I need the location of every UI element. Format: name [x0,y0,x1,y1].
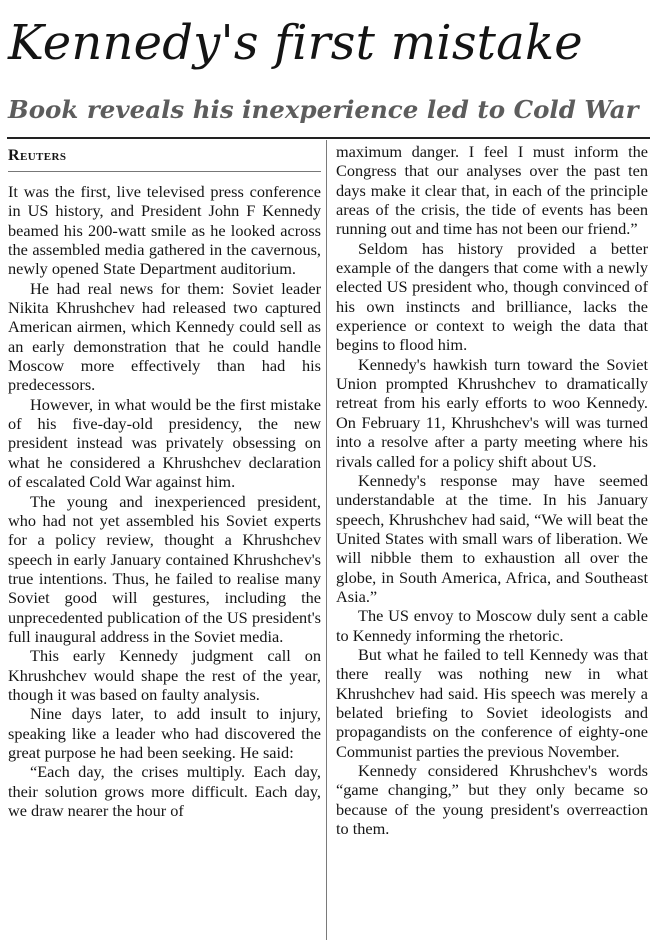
paragraph: It was the first, live televised press conference in US history, and President John F Kennedy beamed his 200-watt smile as he looked across the assembled media gathered in the cavernous, newly opened State Department auditorium. [8,182,321,279]
paragraph: Kennedy considered Khrushchev's words “game changing,” but they only became so because of the young president's overreaction to them. [336,761,648,839]
column-divider [326,140,327,940]
byline: Reuters [8,147,67,164]
left-column [8,142,321,820]
headline-rule [7,137,650,139]
right-column [336,142,648,838]
subheadline: Book reveals his inexperience led to Cold War [8,95,639,124]
paragraph: The young and inexperienced president, who had not yet assembled his Soviet experts for a policy review, thought a Khrushchev speech in early January contained Khrushchev's true intentions. Thus, he failed to realise many Soviet good will gestures, including the unprecedented publication of the US president's full inaugural address in the Soviet media. [8,491,321,646]
paragraph: The US envoy to Moscow duly sent a cable to Kennedy informing the rhetoric. [336,606,648,645]
paragraph: Seldom has history provided a better example of the dangers that come with a newly elected US president who, though convinced of his own instincts and brilliance, lacks the experience or context to weigh the data that begins to flood him. [336,238,648,355]
paragraph: maximum danger. I feel I must inform the Congress that our analyses over the past ten days make it clear that, in each of the principle areas of the crisis, the tide of events has been running out and time has not been our friend.” [336,142,648,239]
paragraph: This early Kennedy judgment call on Khrushchev would shape the rest of the year, though it was based on faulty analysis. [8,646,321,704]
paragraph: However, in what would be the first mistake of his five-day-old presidency, the new president instead was privately obsessing on what he considered a Khrushchev declaration of escalated Cold War against him. [8,394,321,492]
paragraph: Kennedy's response may have seemed understandable at the time. In his January speech, Khrushchev had said, “We will beat the United States with small wars of liberation. We will nibble them to exhaustion all over the globe, in South America, Africa, and Southeast Asia.” [336,470,648,606]
paragraph: He had real news for them: Soviet leader Nikita Khrushchev had released two captured American airmen, which Kennedy could sell as an early demonstration that he could handle Moscow more effectively than had his predecessors. [8,278,321,395]
paragraph: Nine days later, to add insult to injury, speaking like a leader who had discovered the great purpose he had been seeking. He said: [8,704,321,762]
headline: Kennedy's first mistake [8,15,583,71]
paragraph: “Each day, the crises multiply. Each day, their solution grows more difficult. Each day, we draw nearer the hour of [8,762,321,820]
paragraph: Kennedy's hawkish turn toward the Soviet Union prompted Khrushchev to dramatically retreat from his early efforts to woo Kennedy. On February 11, Khrushchev's will was turned into a resolve after a party meeting where his rivals called for a policy shift about US. [336,354,648,471]
paragraph: But what he failed to tell Kennedy was that there really was nothing new in what Khrushchev had said. His speech was merely a belated briefing to Soviet ideologists and propagandists on the conference of eighty-one Communist parties the previous November. [336,644,648,761]
byline-rule [8,171,321,172]
